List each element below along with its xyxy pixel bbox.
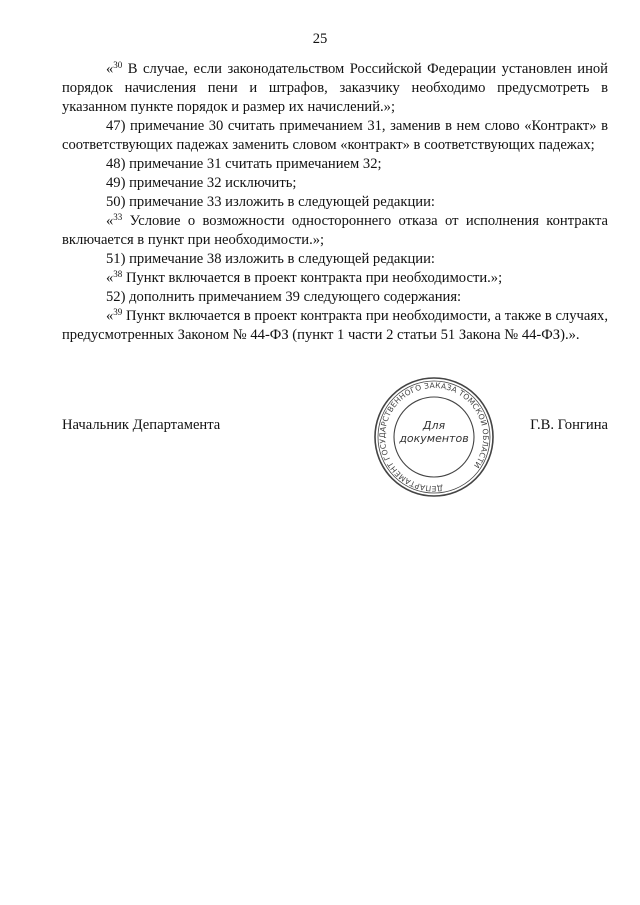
- paragraph: 47) примечание 30 считать примечанием 31, заменив в нем слово «Контракт» в соответствующих падежах заменить словом «контракт» в соответствующих падежах;: [62, 118, 608, 153]
- stamp-center-text: Для документов: [399, 419, 469, 445]
- paragraph: 48) примечание 31 считать примечанием 32;: [106, 156, 382, 172]
- signatory-position: Начальник Департамента: [62, 417, 221, 433]
- paragraph: 49) примечание 32 исключить;: [106, 175, 297, 191]
- footnote-ref: 30: [113, 60, 123, 70]
- page-number: 25: [312, 31, 328, 47]
- signatory-name: Г.В. Гонгина: [530, 417, 608, 433]
- paragraph: «$^{33}$ Условие о возможности одностороннего отказа от исполнения контракта включается в пункт при необходимости.»;: [62, 212, 608, 248]
- footnote-ref: 38: [113, 269, 123, 279]
- footnote-ref: 33: [113, 212, 123, 222]
- paragraph: «$^{39}$ Пункт включается в проект контракта при необходимости, а также в случаях, предусмотренных Законом № 44-ФЗ (пункт 1 части 2 статьи 51 Закона № 44-ФЗ).».: [62, 307, 608, 343]
- stamp-ring-text: ДЕПАРТАМЕНТ ГОСУДАРСТВЕННОГО ЗАКАЗА ТОМСКОЙ ОБЛАСТИ: [377, 380, 491, 494]
- paragraph: 50) примечание 33 изложить в следующей редакции:: [106, 194, 435, 210]
- paragraph: «$^{38}$ Пункт включается в проект контракта при необходимости.»;: [106, 269, 503, 286]
- footnote-ref: 39: [113, 307, 123, 317]
- signature-block: [62, 416, 608, 438]
- paragraph: «$^{30}$ В случае, если законодательством Российской Федерации установлен иной порядок начисления пени и штрафов, заказчику необходимо предусмотреть в указанном пункте порядок и размер их начислений.»;: [62, 60, 608, 115]
- paragraph: 52) дополнить примечанием 39 следующего содержания:: [106, 289, 462, 305]
- paragraph: 51) примечание 38 изложить в следующей редакции:: [106, 251, 435, 267]
- document-body: [62, 60, 608, 345]
